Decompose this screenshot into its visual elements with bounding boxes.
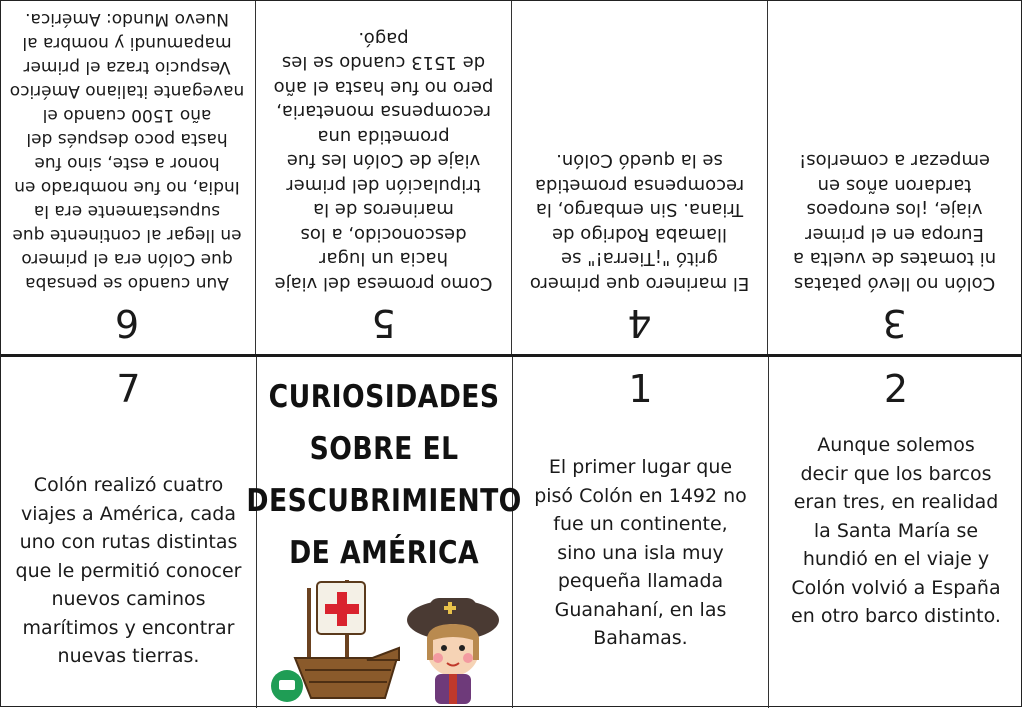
- card-1: [513, 357, 769, 708]
- card-number: 3: [882, 301, 907, 345]
- card-7: [1, 357, 257, 708]
- card-number: 6: [114, 301, 140, 345]
- card-3: [767, 1, 1021, 355]
- card-number: 4: [627, 301, 652, 345]
- columbus-icon: [407, 598, 499, 704]
- card-4: [511, 1, 767, 355]
- card-text: Colón no llevó patatas ni tomates de vuelta a Europa en el primer viaje, ¡los europeos tardaron años en empezar a comerlos!: [792, 150, 997, 294]
- card-text: Como promesa del viaje hacia un lugar desconocido, a los marineros de la tripulación del primer viaje de Colón les fue prometida una recompensa monetaria, pero no fue hasta el año de 1513 cuando se les pagó.: [273, 28, 494, 294]
- cover-card: [246, 357, 523, 708]
- card-text: Colón realizó cuatro viajes a América, cada uno con rutas distintas que le permitió conocer nuevos caminos marítimos y encontrar nuevas tierras.: [15, 474, 242, 667]
- card-number: 1: [628, 367, 653, 411]
- bottom-row: [1, 357, 1021, 708]
- cover-title: CURIOSIDADES SOBRE EL DESCUBRIMIENTO DE AMÉRICA: [246, 379, 523, 571]
- card-6: [0, 1, 255, 355]
- card-number: 5: [371, 301, 396, 345]
- ship-and-columbus-illustration: [267, 568, 507, 708]
- card-text: Aunque solemos decir que los barcos eran tres, en realidad la Santa María se hundió en el viaje y Colón volvió a España en otro barco distinto.: [791, 434, 1001, 627]
- top-row-rotated: [1, 1, 1021, 355]
- card-5: [255, 1, 511, 355]
- ship-icon: [295, 580, 399, 698]
- card-text: Aun cuando se pensaba que Colón era el primero en llegar al continente que supuestamente era la India, no fue nombrado en honor a este, sino fue hasta poco después del año 1500 cuando el navegante italiano Américo Vespucio traza el primer mapamundi y nombra al Nuevo Mundo: América.: [9, 9, 245, 293]
- card-number: 7: [116, 367, 141, 411]
- card-2: [769, 357, 1023, 708]
- card-text: El primer lugar que pisó Colón en 1492 no fue un continente, sino una isla muy pequeña llamada Guanahaní, en las Bahamas.: [534, 456, 747, 649]
- card-number: 2: [883, 367, 909, 411]
- badge-icon: [271, 670, 303, 702]
- card-text: El marinero que primero gritó "¡Tierra!" se llamaba Rodrigo de Triana. Sin embargo, la recompensa prometida se la quedó Colón.: [529, 150, 750, 294]
